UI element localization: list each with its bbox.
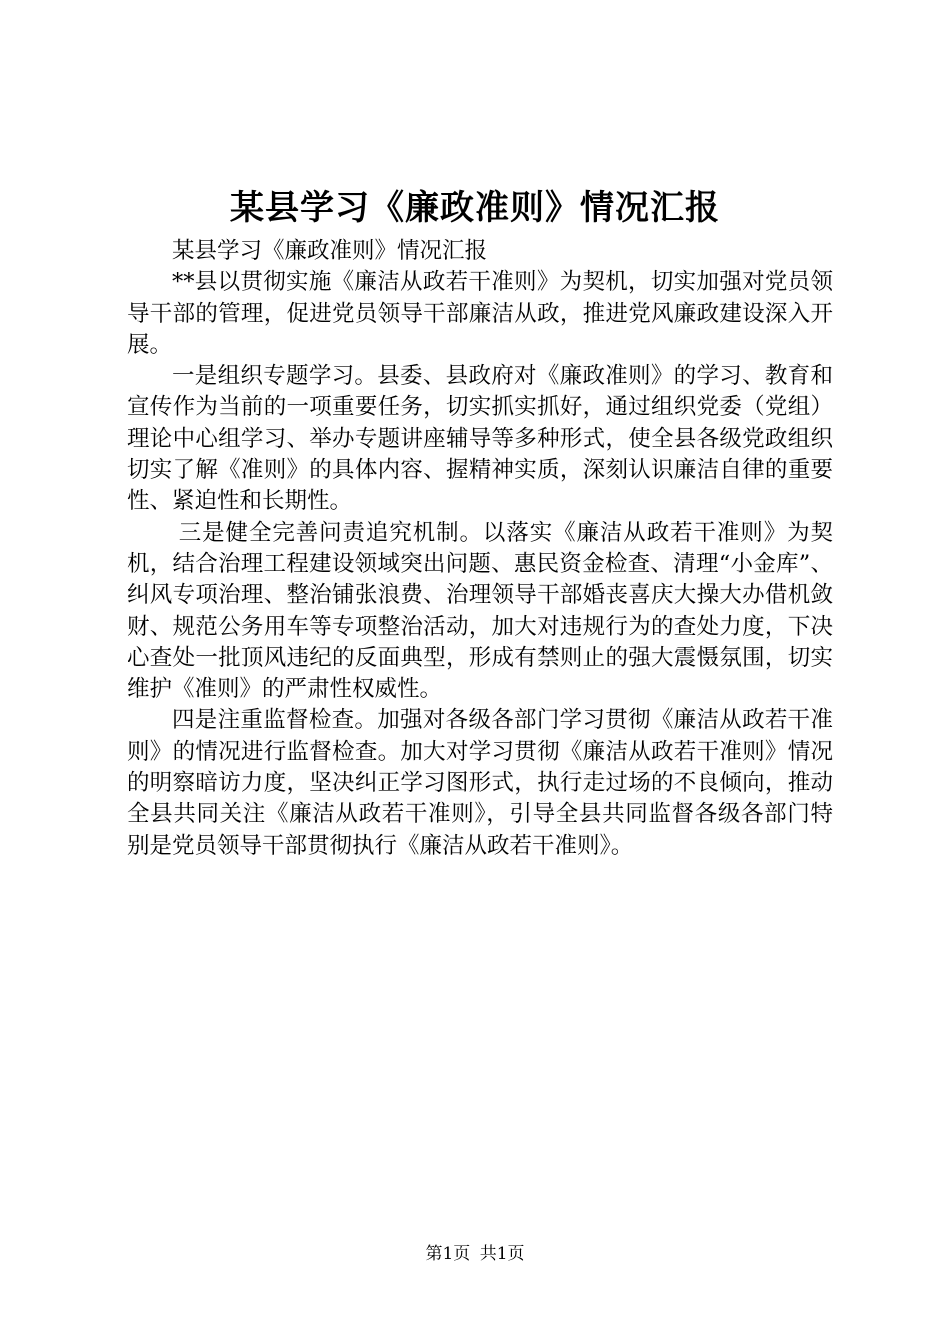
- page-number-footer: 第1页 共1页: [425, 1244, 525, 1264]
- paragraph-subtitle: 某县学习《廉政准则》情况汇报: [172, 238, 488, 264]
- paragraph-intro: **县以贯彻实施《廉洁从政若干准则》为契机，切实加强对党员领导干部的管理，促进党员领导干部廉洁从政，推进党风廉政建设深入开展。: [127, 269, 833, 358]
- document-body: [127, 236, 833, 862]
- paragraph-study: 一是组织专题学习。县委、县政府对《廉政准则》的学习、教育和宣传作为当前的一项重要任务，切实抓实抓好，通过组织党委（党组）理论中心组学习、举办专题讲座辅导等多种形式，使全县各级党政组织切实了解《准则》的具体内容、握精神实质，深刻认识廉洁自律的重要性、紧迫性和长期性。: [127, 363, 833, 515]
- document-title: 某县学习《廉政准则》情况汇报: [230, 188, 720, 228]
- paragraph-accountability: 三是健全完善问责追究机制。以落实《廉洁从政若干准则》为契机，结合治理工程建设领域突出问题、惠民资金检查、清理“小金库”、纠风专项治理、整治铺张浪费、治理领导干部婚丧喜庆大操大办借机敛财、规范公务用车等专项整治活动，加大对违规行为的查处力度，下决心查处一批顶风违纪的反面典型，形成有禁则止的强大震慑氛围，切实维护《准则》的严肃性权威性。: [127, 519, 833, 703]
- paragraph-supervision: 四是注重监督检查。加强对各级各部门学习贯彻《廉洁从政若干准则》的情况进行监督检查。加大对学习贯彻《廉洁从政若干准则》情况的明察暗访力度，坚决纠正学习图形式，执行走过场的不良倾向，推动全县共同关注《廉洁从政若干准则》，引导全县共同监督各级各部门特别是党员领导干部贯彻执行《廉洁从政若干准则》。: [127, 707, 833, 859]
